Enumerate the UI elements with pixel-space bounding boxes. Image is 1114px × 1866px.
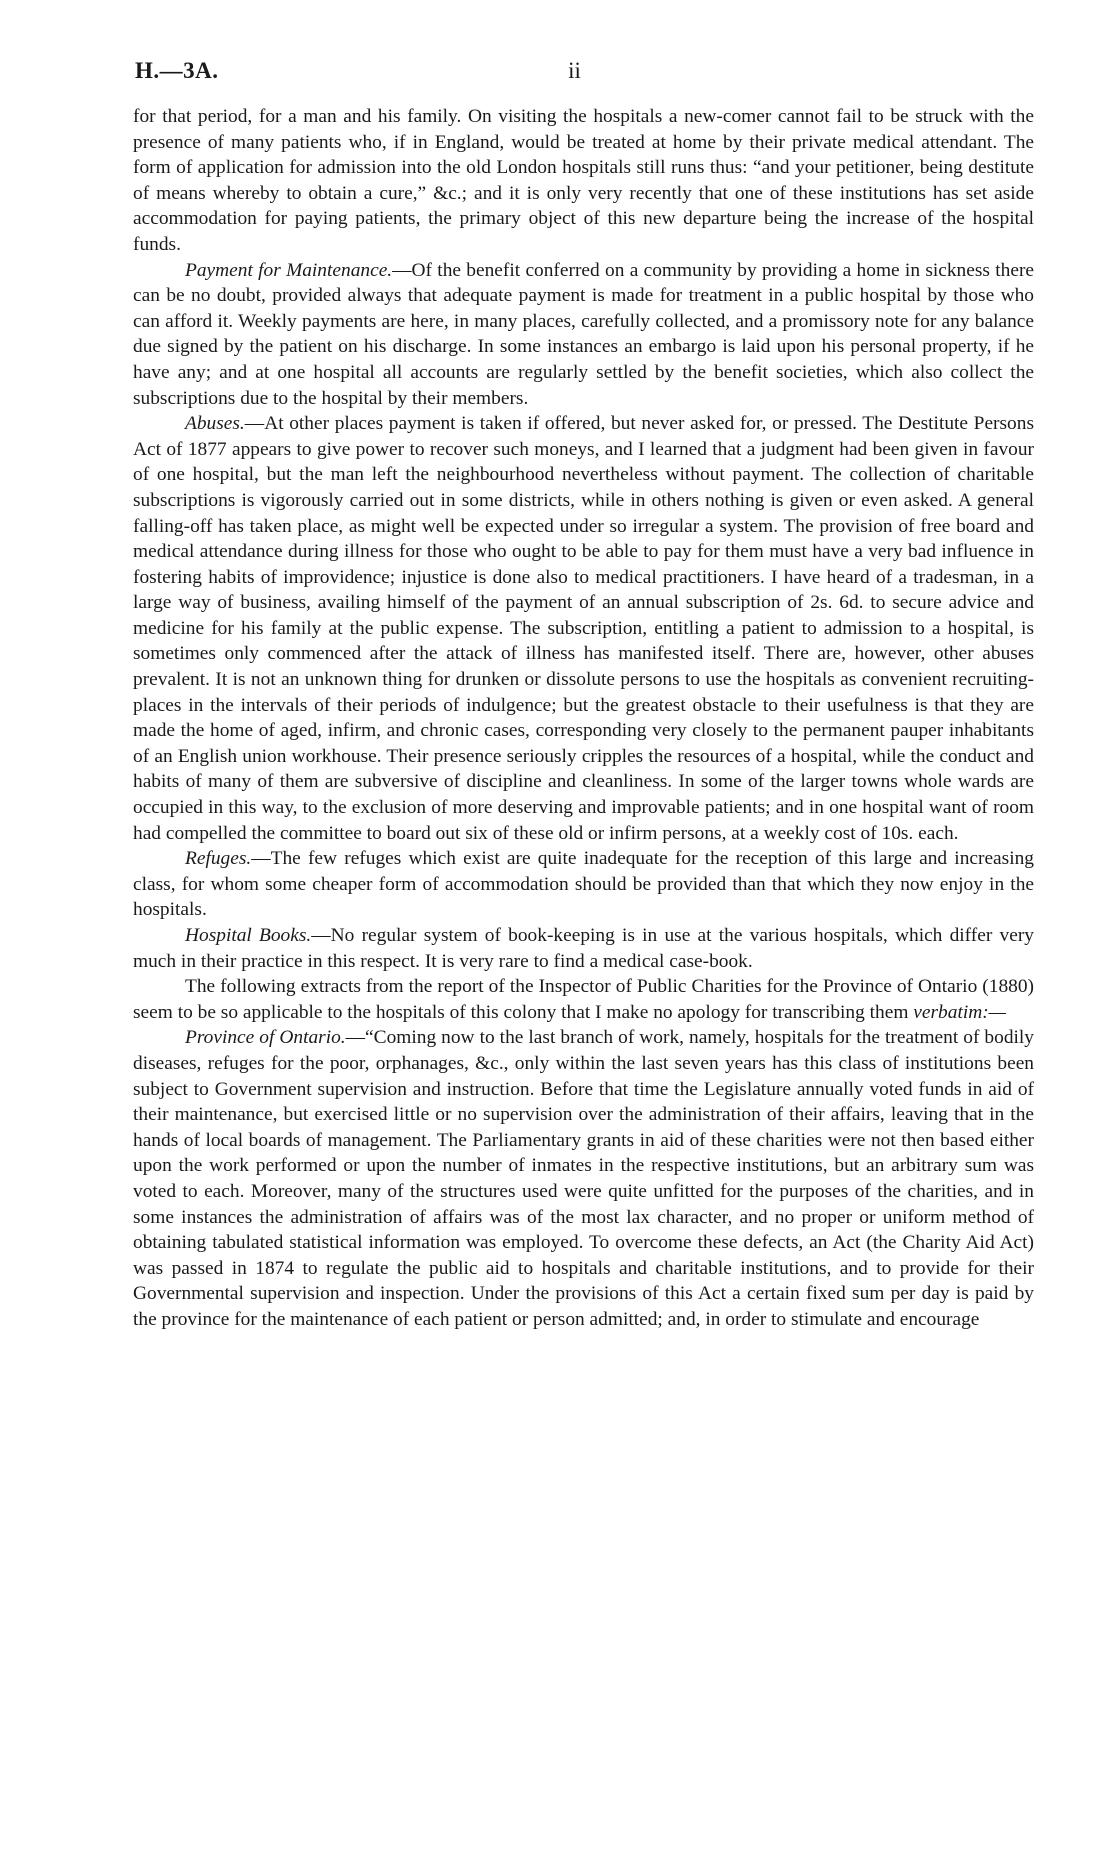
paragraph-italic-tail: verbatim:— <box>913 1001 1006 1023</box>
paragraph-continuation <box>133 104 1034 258</box>
paragraph-heading: Hospital Books. <box>185 925 312 946</box>
paragraph-heading: Payment for Maintenance. <box>185 259 393 281</box>
page-number: ii <box>568 58 581 83</box>
paragraph-abuses <box>133 411 1034 846</box>
paragraph-text: —Of the benefit conferred on a community by providing a home in sickness there can be no doubt, provided always that adequate payment is made for treatment in a public hospital by those who can afford it. Weekly payments are here, in many places, carefully collected, and a promissory note for any balance due signed by the patient on his discharge. In some instances an embargo is laid upon his personal property, if he have any; and at one hospital all accounts are regularly settled by the benefit societies, which also collect the subscriptions due to the hospital by their members. <box>133 259 1035 409</box>
paragraph-province-of-ontario <box>133 1025 1034 1332</box>
paragraph-text: The following extracts from the report of the Inspector of Public Charities for the Province of Ontario (1880) seem to be so applicable to the hospitals of this colony that I make no apology for transcribing them <box>133 976 1034 1023</box>
paragraph-text: —“Coming now to the last branch of work, namely, hospitals for the treatment of bodily diseases, refuges for the poor, orphanages, &c., only within the last seven years has this class of institutions been subject to Government supervision and instruction. Before that time the Legislature annually voted funds in aid of their maintenance, but exercised little or no supervision over the administration of their affairs, leaving that in the hands of local boards of management. The Parliamentary grants in aid of these charities were not then based either upon the work performed or upon the number of inmates in the respective institutions, but an arbitrary sum was voted to each. Moreover, many of the structures used were quite unfitted for the purposes of the charities, and in some instances the administration of affairs was of the most lax character, and no proper or uniform method of obtaining tabulated statistical information was employed. To overcome these defects, an Act (the Charity Aid Act) was passed in 1874 to regulate the public aid to hospitals and charitable institutions, and to provide for their Governmental supervision and inspection. Under the provisions of this Act a certain fixed sum per day is paid by the province for the maintenance of each patient or person admitted; and, in order to stimulate and encourage <box>133 1027 1034 1330</box>
paragraph-heading: Abuses. <box>185 413 245 435</box>
paragraph-payment-for-maintenance <box>133 258 1034 412</box>
paragraph-heading: Province of Ontario. <box>185 1027 346 1049</box>
body-text <box>133 104 1034 1333</box>
paragraph-text: —The few refuges which exist are quite inadequate for the reception of this large and increasing class, for whom some cheaper form of accommodation should be provided than that which they now enjoy in the hospitals. <box>133 848 1034 921</box>
paragraph-text: for that period, for a man and his family. On visiting the hospitals a new-comer cannot fail to be struck with the presence of many patients who, if in England, would be treated at home by their private medical attendant. The form of application for admission into the old London hospitals still runs thus: “and your petitioner, being destitute of means whereby to obtain a cure,” &c.; and it is only very recently that one of these institutions has set aside accommodation for paying patients, the primary object of this new departure being the increase of the hospital funds. <box>133 106 1034 255</box>
paragraph-ontario-intro <box>133 974 1034 1025</box>
paragraph-heading: Refuges. <box>185 848 252 870</box>
document-reference: H.—3A. <box>135 58 219 83</box>
paragraph-hospital-books <box>133 923 1034 974</box>
paragraph-text: —At other places payment is taken if offered, but never asked for, or pressed. The Destitute Persons Act of 1877 appears to give power to recover such moneys, and I learned that a judgment had been given in favour of one hospital, but the man left the neighbourhood nevertheless without payment. The collection of charitable subscriptions is vigorously carried out in some districts, while in others nothing is given or even asked. A general falling-off has taken place, as might well be expected under so irregular a system. The provision of free board and medical attendance during illness for those who ought to be able to pay for them must have a very bad influence in fostering habits of improvidence; injustice is done also to medical practitioners. I have heard of a tradesman, in a large way of business, availing himself of the payment of an annual subscription of 2s. 6d. to secure advice and medicine for his family at the public expense. The subscription, entitling a patient to admission to a hospital, is sometimes only commenced after the attack of illness has manifested itself. There are, however, other abuses prevalent. It is not an unknown thing for drunken or dissolute persons to use the hospitals as convenient recruiting-places in the intervals of their periods of indulgence; but the greatest obstacle to their usefulness is that they are made the home of aged, infirm, and chronic cases, corresponding very closely to the permanent pauper inhabitants of an English union workhouse. Their presence seriously cripples the resources of a hospital, while the conduct and habits of many of them are subversive of discipline and cleanliness. In some of the larger towns whole wards are occupied in this way, to the exclusion of more deserving and improvable patients; and in one hospital want of room had compelled the committee to board out six of these old or infirm persons, at a weekly cost of 10s. each. <box>133 413 1034 844</box>
paragraph-refuges <box>133 846 1034 923</box>
paragraph-text: —No regular system of book-keeping is in use at the various hospitals, which differ very much in their practice in this respect. It is very rare to find a medical case-book. <box>133 925 1034 972</box>
running-header <box>135 58 1014 88</box>
